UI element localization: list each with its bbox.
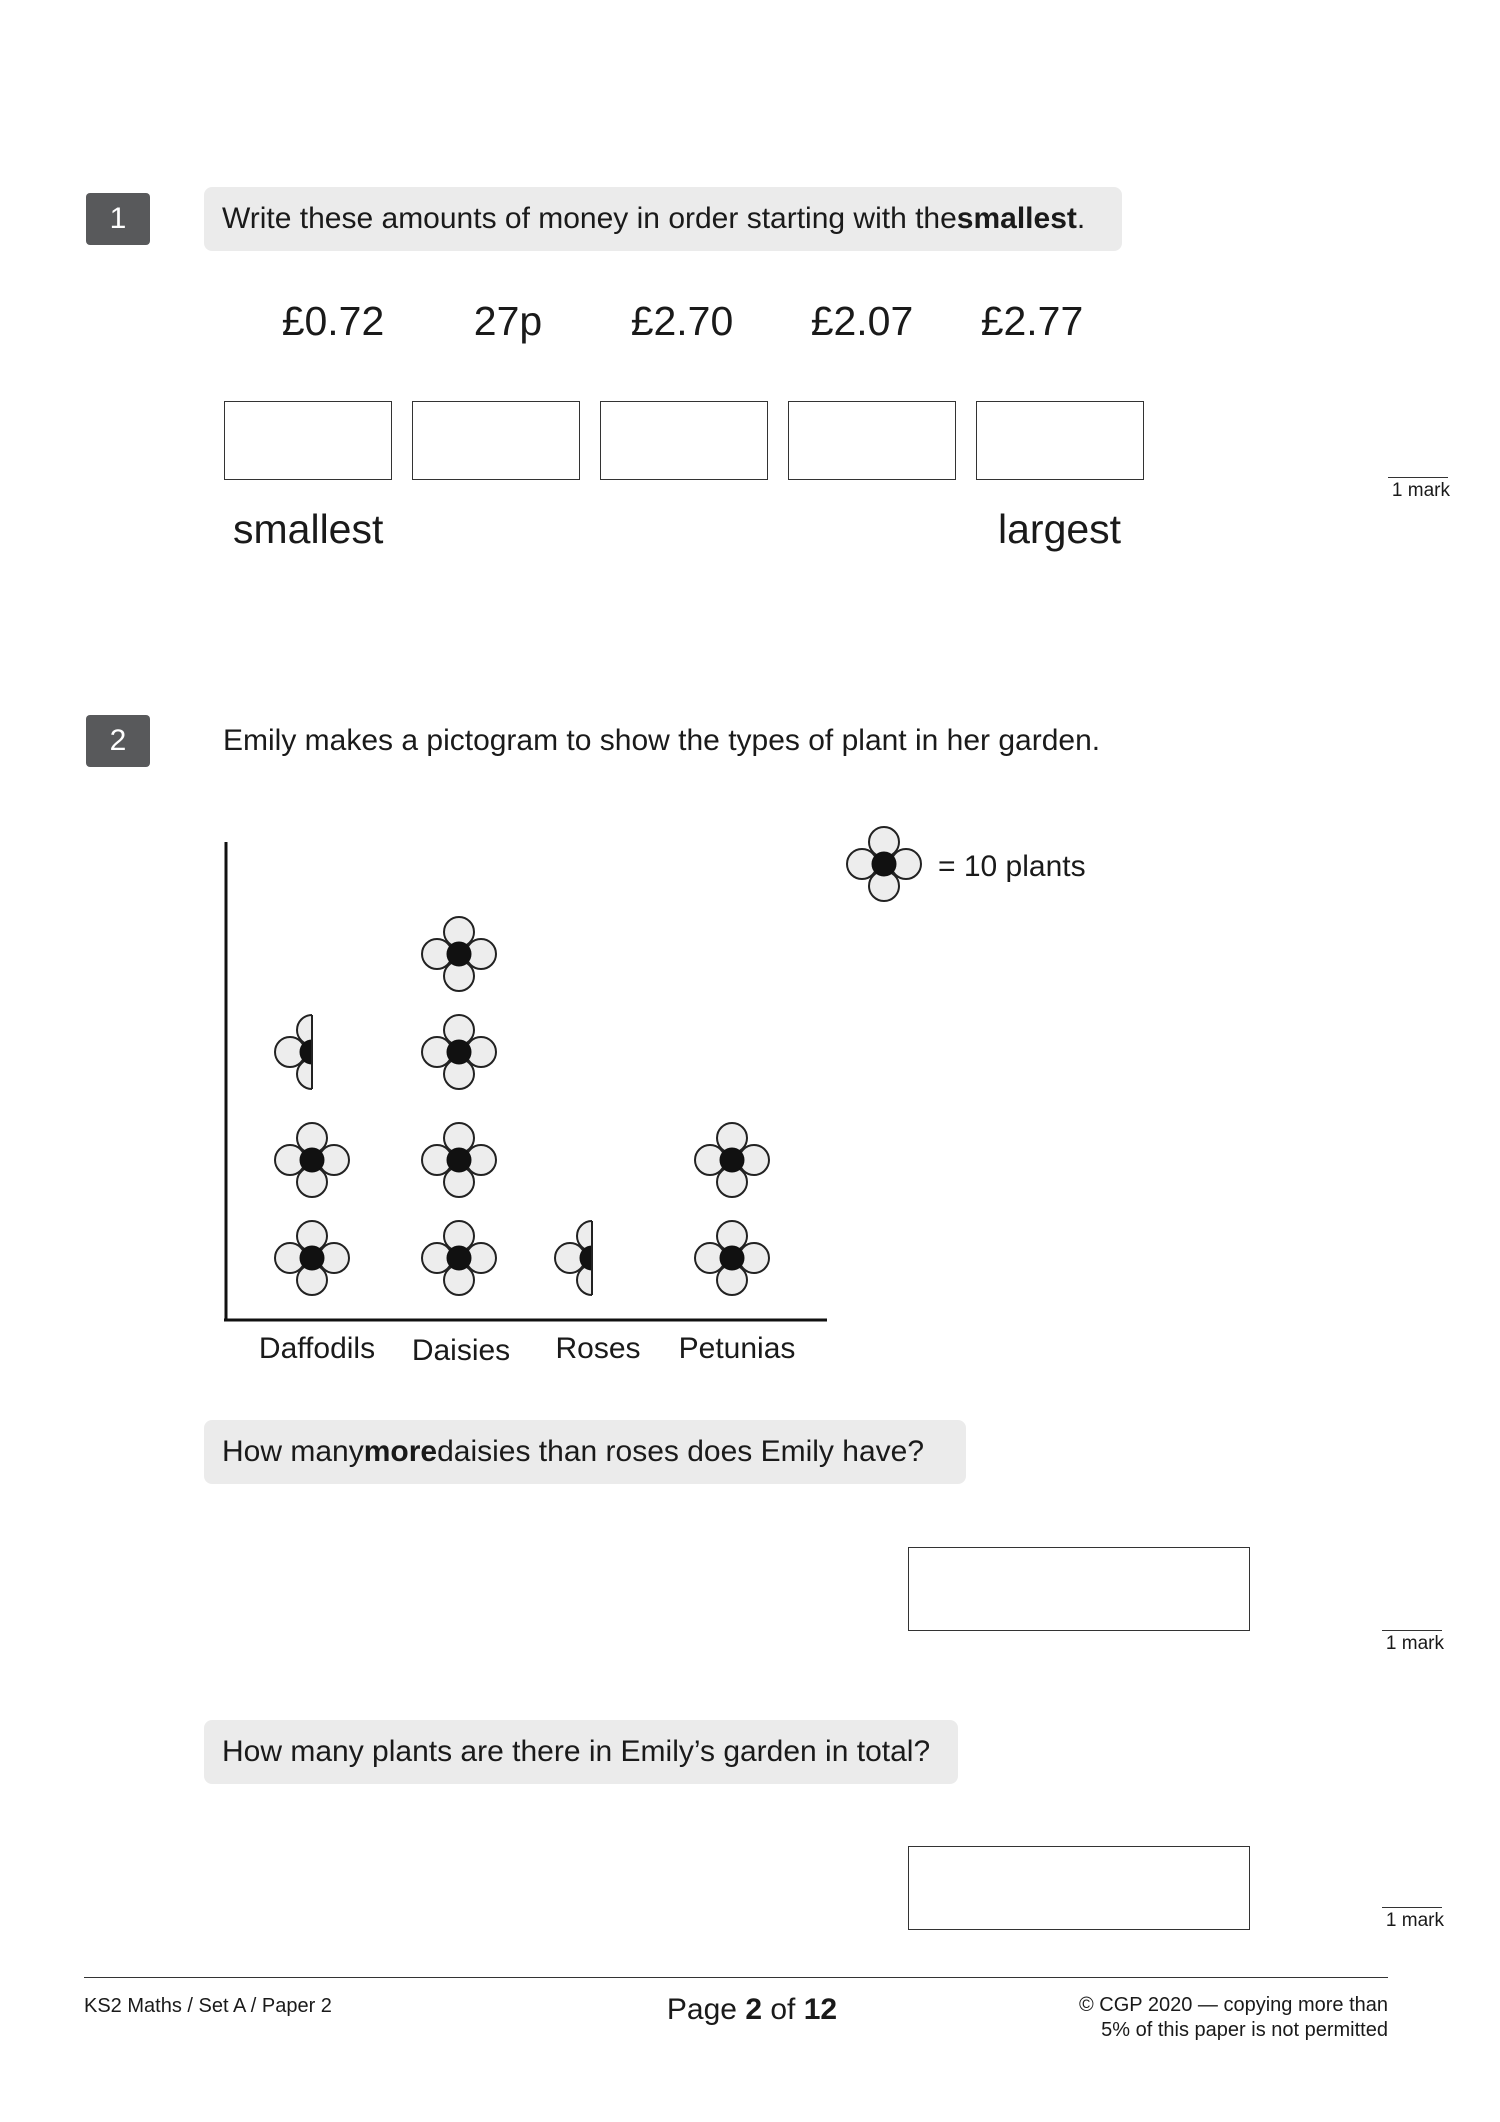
footer-copyright [1040,1993,1388,2043]
pictogram-key-text: = 10 plants [938,850,1086,883]
category-label-roses: Roses [555,1332,641,1365]
question-number-2: 2 [86,715,150,767]
page-total: 12 [803,1993,838,2026]
amount-2: 27p [473,298,543,344]
prompt-text: Write these amounts of money in order starting with the [222,202,957,235]
mark-line-2b [1382,1907,1442,1908]
copyright-line-2: 5% of this paper is not permitted [1101,2019,1388,2041]
key-flower-icon [847,827,921,901]
flower-daffodils-2 [275,1123,349,1197]
amount-1: £0.72 [281,298,385,344]
amount-4: £2.07 [810,298,914,344]
category-label-petunias: Petunias [678,1332,796,1365]
question-2a-prompt [204,1420,966,1484]
mark-label-1: 1 mark [1391,480,1450,501]
prompt-text-end: . [1076,202,1086,235]
question-1-prompt [204,187,1122,251]
answer-box-2a[interactable] [908,1547,1250,1631]
page-number [602,1993,902,2027]
category-label-daisies: Daisies [411,1334,511,1367]
amount-5: £2.77 [980,298,1084,344]
flower-daffodils-1 [275,1221,349,1295]
prompt-bold: more [363,1435,438,1468]
question-2b-prompt: How many plants are there in Emily’s garden in total? [204,1720,958,1784]
prompt-text: How many [222,1435,364,1468]
half-flower-roses [555,1221,629,1295]
order-answer-box-5[interactable] [976,401,1144,480]
flower-petunias-2 [695,1123,769,1197]
half-flower-daffodils [275,1015,349,1089]
answer-box-2b[interactable] [908,1846,1250,1930]
smallest-label: smallest [233,506,384,552]
page-of: of [762,1993,804,2026]
page-word: Page [666,1993,746,2026]
prompt-bold: smallest [956,202,1077,235]
amount-3: £2.70 [630,298,734,344]
mark-label-2a: 1 mark [1385,1633,1444,1654]
category-label-daffodils: Daffodils [258,1332,376,1365]
page-current: 2 [745,1993,762,2026]
flower-daisies-4 [422,917,496,991]
question-2-intro: Emily makes a pictogram to show the types of plant in her garden. [223,724,1101,757]
order-answer-box-2[interactable] [412,401,580,480]
largest-label: largest [998,506,1122,552]
flower-petunias-1 [695,1221,769,1295]
flower-daisies-3 [422,1015,496,1089]
order-answer-box-1[interactable] [224,401,392,480]
copyright-line-1: © CGP 2020 — copying more than [1079,1994,1388,2016]
mark-line-1 [1388,477,1448,478]
pictogram-chart [200,800,1100,1400]
order-answer-box-3[interactable] [600,401,768,480]
flower-daisies-1 [422,1221,496,1295]
mark-label-2b: 1 mark [1385,1910,1444,1931]
question-number-1: 1 [86,193,150,245]
order-answer-box-4[interactable] [788,401,956,480]
prompt-text-end: daisies than roses does Emily have? [437,1435,925,1468]
flower-daisies-2 [422,1123,496,1197]
mark-line-2a [1382,1630,1442,1631]
footer-paper-label: KS2 Maths / Set A / Paper 2 [84,1995,332,2017]
footer-rule [84,1977,1388,1978]
